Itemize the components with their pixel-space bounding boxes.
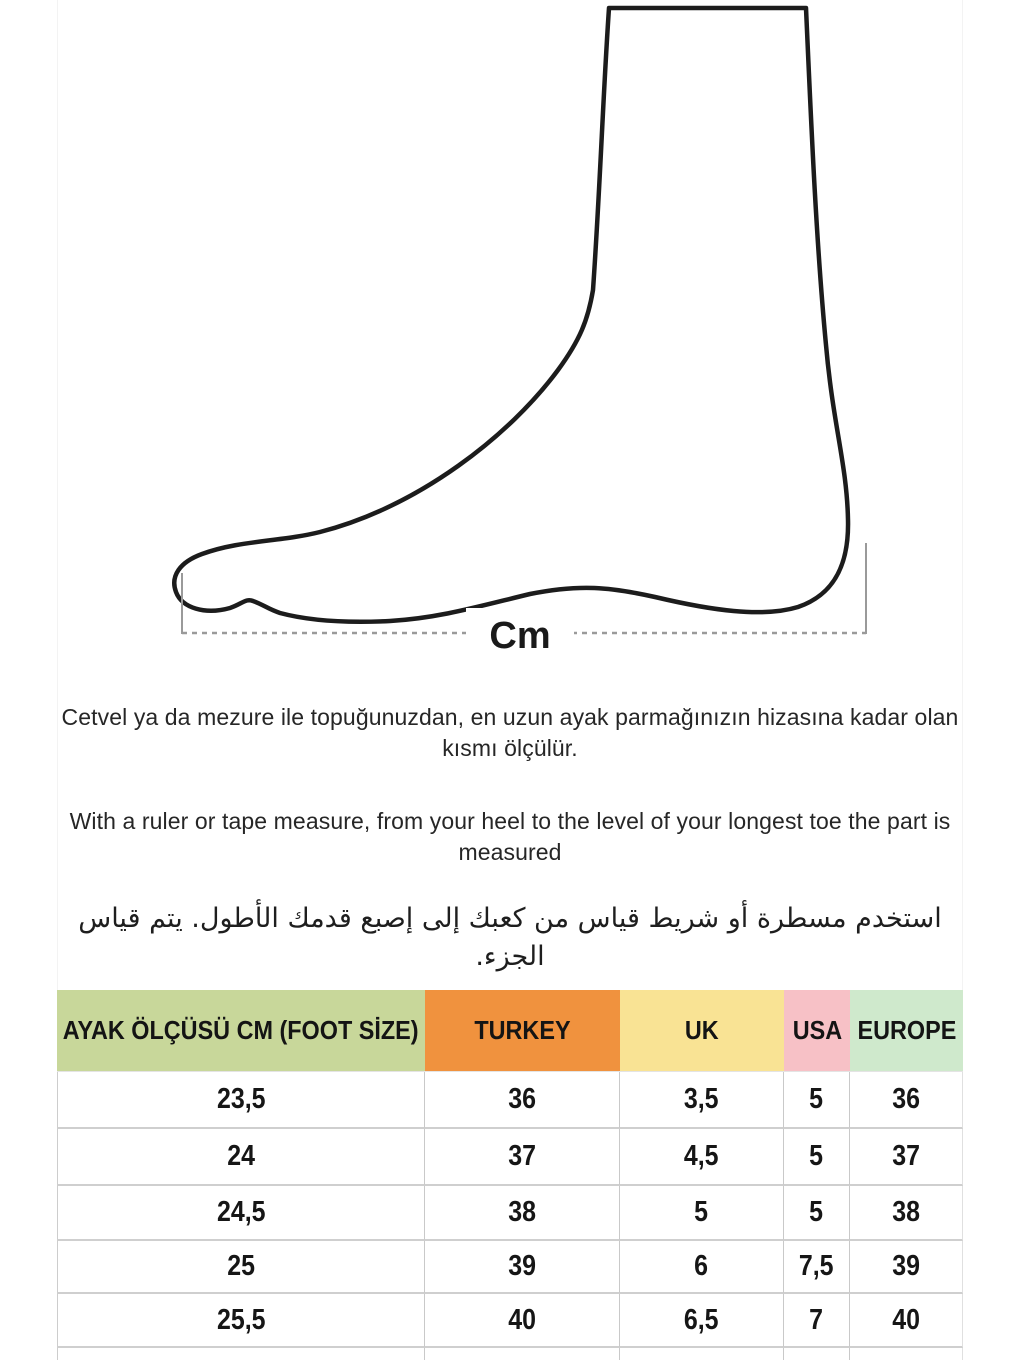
- table-cell-turkey: [425, 1294, 620, 1348]
- cell-value: 5: [809, 1196, 824, 1228]
- cell-value: 6: [694, 1250, 709, 1282]
- cell-value: 37: [508, 1140, 536, 1172]
- table-cell-partial: [784, 1348, 850, 1360]
- header-turkey-label: TURKEY: [474, 1015, 571, 1045]
- table-cell-europe: [850, 1241, 963, 1294]
- instruction-arabic: استخدم مسطرة أو شريط قياس من كعبك إلى إصبع قدمك الأطول. يتم قياس الجزء.: [78, 903, 942, 972]
- cell-value: 24: [227, 1140, 255, 1172]
- table-cell-uk: [620, 1072, 784, 1129]
- table-cell-europe: [850, 1186, 963, 1241]
- cell-value: 4,5: [684, 1140, 719, 1172]
- cell-value: 39: [508, 1250, 536, 1282]
- header-europe: [850, 990, 963, 1072]
- cell-value: 25: [227, 1250, 255, 1282]
- cell-value: 5: [809, 1140, 824, 1172]
- cell-value: 5: [694, 1196, 709, 1228]
- cell-value: 23,5: [216, 1083, 266, 1115]
- cell-value: 37: [892, 1140, 920, 1172]
- cell-value: 39: [892, 1250, 920, 1282]
- table-cell-partial: [425, 1348, 620, 1360]
- foot-outline-figure: [150, 0, 900, 660]
- table-cell-cm: [57, 1186, 425, 1241]
- size-table: [57, 990, 963, 1360]
- table-cell-europe: [850, 1129, 963, 1186]
- table-cell-cm: [57, 1294, 425, 1348]
- table-cell-europe: [850, 1072, 963, 1129]
- header-foot-size: [57, 990, 425, 1072]
- header-usa: [784, 990, 850, 1072]
- cell-value: 24,5: [216, 1196, 266, 1228]
- table-cell-partial: [57, 1348, 425, 1360]
- header-uk-label: UK: [685, 1015, 719, 1045]
- table-cell-cm: [57, 1129, 425, 1186]
- table-cell-usa: [784, 1129, 850, 1186]
- table-cell-usa: [784, 1294, 850, 1348]
- cell-value: 6,5: [684, 1303, 719, 1336]
- cell-value: 25,5: [216, 1303, 266, 1336]
- cell-value: 7: [809, 1303, 824, 1336]
- table-cell-turkey: [425, 1129, 620, 1186]
- cell-value: 5: [809, 1083, 824, 1115]
- table-cell-turkey: [425, 1241, 620, 1294]
- cm-label: Cm: [489, 615, 551, 657]
- cell-value: 3,5: [684, 1083, 719, 1115]
- cell-value: 40: [892, 1303, 920, 1336]
- table-cell-uk: [620, 1129, 784, 1186]
- table-cell-turkey: [425, 1072, 620, 1129]
- instruction-english: With a ruler or tape measure, from your heel to the level of your longest toe the part is measured: [69, 808, 951, 865]
- table-cell-partial: [850, 1348, 963, 1360]
- header-turkey: [425, 990, 620, 1072]
- table-cell-partial: [620, 1348, 784, 1360]
- table-cell-cm: [57, 1241, 425, 1294]
- table-cell-usa: [784, 1186, 850, 1241]
- cell-value: 36: [892, 1083, 920, 1115]
- header-uk: [620, 990, 784, 1072]
- header-usa-label: USA: [792, 1015, 842, 1045]
- table-cell-uk: [620, 1294, 784, 1348]
- table-cell-europe: [850, 1294, 963, 1348]
- cell-value: 40: [508, 1303, 536, 1336]
- table-cell-turkey: [425, 1186, 620, 1241]
- table-cell-uk: [620, 1241, 784, 1294]
- table-cell-usa: [784, 1072, 850, 1129]
- instruction-turkish: Cetvel ya da mezure ile topuğunuzdan, en uzun ayak parmağınızın hizasına kadar olan kısmı ölçülür.: [61, 704, 959, 761]
- cell-value: 36: [508, 1083, 536, 1115]
- cell-value: 38: [508, 1196, 536, 1228]
- foot-outline-path: [174, 8, 848, 622]
- table-cell-uk: [620, 1186, 784, 1241]
- header-foot-size-label: AYAK ÖLÇÜSÜ CM (FOOT SİZE): [63, 1015, 419, 1045]
- table-cell-cm: [57, 1072, 425, 1129]
- cell-value: 38: [892, 1196, 920, 1228]
- cell-value: 7,5: [799, 1250, 834, 1282]
- table-cell-usa: [784, 1241, 850, 1294]
- header-europe-label: EUROPE: [857, 1015, 956, 1045]
